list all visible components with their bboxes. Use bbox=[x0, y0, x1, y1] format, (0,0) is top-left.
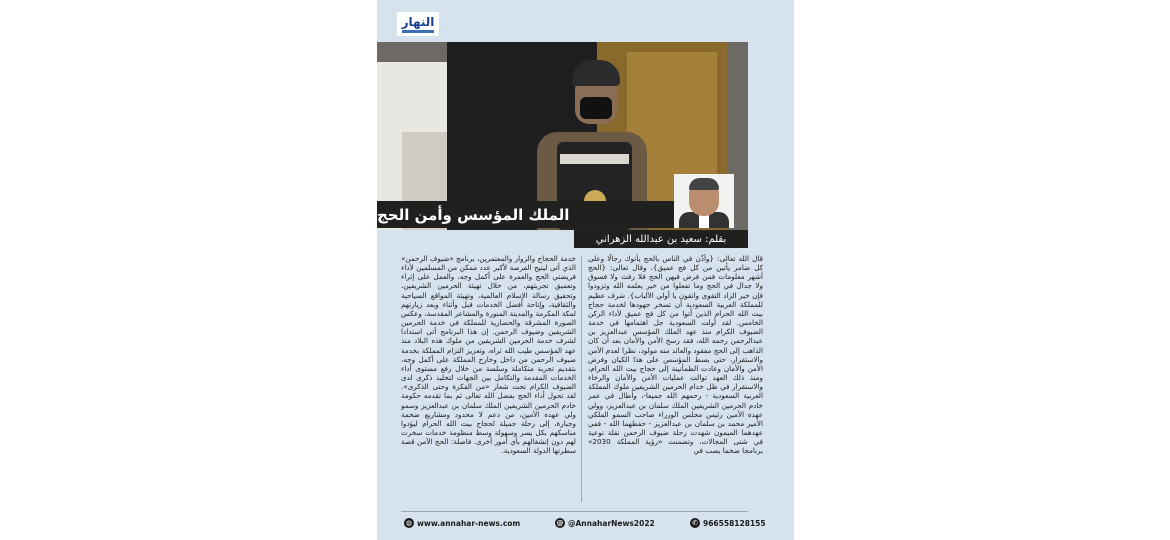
logo-text: النهار bbox=[401, 14, 435, 29]
social-text[interactable]: @AnnaharNews2022 bbox=[568, 518, 655, 528]
column-divider bbox=[581, 256, 582, 502]
phone-text[interactable]: 966558128155 bbox=[703, 518, 766, 528]
author-photo bbox=[674, 174, 734, 228]
footer-social[interactable] bbox=[555, 517, 655, 529]
footer-divider bbox=[401, 511, 748, 512]
article-title bbox=[377, 201, 674, 228]
article-byline bbox=[574, 230, 748, 248]
article-column-right: قال الله تعالى: {وأذّن في الناس بالحج يأتوك رجالًا وعلى كل ضامر يأتين من كل فج عميق}، وقال تعالى: {الحج أشهر معلومات فمن فرض فيهن الحج فلا رفث ولا فسوق ولا جدال في الحج وما تفعلوا من خير يعلمه الله وتزودوا فإن خير الزاد التقوى واتقون يا أولي الألباب}. شرف عظيم للمملكة العربية السعودية أن تسخر جهودها لخدمة حجاج بيت الله الحرام الذين أتوا من كل فج عميق لأداء الركن الخامس. لقد أولت السعودية جل اهتمامها في خدمة الضيوف الكرام منذ عهد الملك المؤسس عبدالعزيز بن عبدالرحمن رحمه الله، فقد رسخ الأمن والأمان بعد أن كان الذاهب إلى الحج مفقود والعائد منه مولود، نظرا لعدم الأمن والاستقرار، حتى بسط المؤسس على هذا الكيان وفرض الأمن والأمان وعادت الطمأنينة إلى حجاج بيت الله الحرام، ومنذ ذلك العهد توالت عمليات الأمن والأمان والرخاء والاستقرار في ظل خدام الحرمين الشريفين ملوك المملكة العربية السعودية - رحمهم الله جميعا-، وأطال في عمر خادم الحرمين الشريفين الملك سلمان بن عبدالعزيز، وولي عهده الأمين رئيس مجلس الوزراء صاحب السمو الملكي الأمير محمد بن سلمان بن عبدالعزيز - حفظهما الله - ففي عهدهما الميمون شهدت رحلة ضيوف الرحمن نقلة نوعية في شتى المجالات، وتضمنت «رؤية المملكة 2030» برنامجا ضخما يصب في bbox=[588, 254, 763, 456]
logo-underline bbox=[402, 30, 434, 33]
globe-icon: ◍ bbox=[405, 519, 413, 527]
byline-text: بقلم: سعيد بن عبدالله الزهراني bbox=[595, 233, 727, 245]
article-column-left: خدمة الحجاج والزوار والمعتمرين، برنامج «ضيوف الرحمن» الذي أتى ليتيح الفرصة لأكبر عدد ممكن من المسلمين لأداء فريضتي الحج والعمرة على أكمل وجه، والعمل على إثراء وتعميق تجربتهم، من خلال تهيئة الحرمين الشريفين، وتحقيق رسالة الإسلام العالمية، وتهيئة المواقع السياحية والثقافية، وإتاحة أفضل الخدمات قبل وأثناء وبعد زيارتهم لمكة المكرمة والمدينة المنورة والمشاعر المقدسة، وعكس الصورة المشرقة والحضارية للمملكة في خدمة الحرمين الشريفين وضيوف الرحمن. إن هذا البرنامج أتى استدادا لشرف خدمة الحرمين الشريفين من ملوك هذه البلاد منذ عهد المؤسس طيب الله ثراه، وتعزيز التزام المملكة بخدمة ضيوف الرحمن من داخل وخارج المملكة على أكمل وجه، بتقديم تجربة متكاملة وسلسة من خلال رفع مستوى أداء الخدمات المقدمة والتكامل بين الجهات لتخليد ذكرى لدى الضيوف الكرام تحت شعار «من الفكرة وحتى الذكرى». لقد تحول أداء الحج بفضل الله تعالى ثم بما تقدمه حكومة خادم الحرمين الشريفين الملك سلمان بن عبدالعزيز وسمو ولي عهده الأمين، من دعم لا محدود ومشاريع ضخمة وجبارة، إلى رحلة جميلة لحجاج بيت الله الحرام ليؤدوا مناسكهم بكل يسر وسهولة وسط منظومة خدمات سخرت لهم دون إنشغالهم بأي أمور أخرى. فاصلة: الحج الآمن قصة سطرتها الدولة السعودية. bbox=[401, 254, 576, 456]
face-mask bbox=[580, 97, 612, 119]
masthead-logo bbox=[397, 12, 439, 36]
website-text[interactable]: www.annahar-news.com bbox=[417, 518, 521, 528]
footer-phone[interactable] bbox=[690, 517, 766, 529]
footer-website[interactable] bbox=[404, 517, 520, 529]
at-icon: @ bbox=[556, 519, 564, 527]
article-title-text: الملك المؤسس وأمن الحج bbox=[377, 205, 570, 224]
whatsapp-icon: ✆ bbox=[690, 518, 700, 528]
